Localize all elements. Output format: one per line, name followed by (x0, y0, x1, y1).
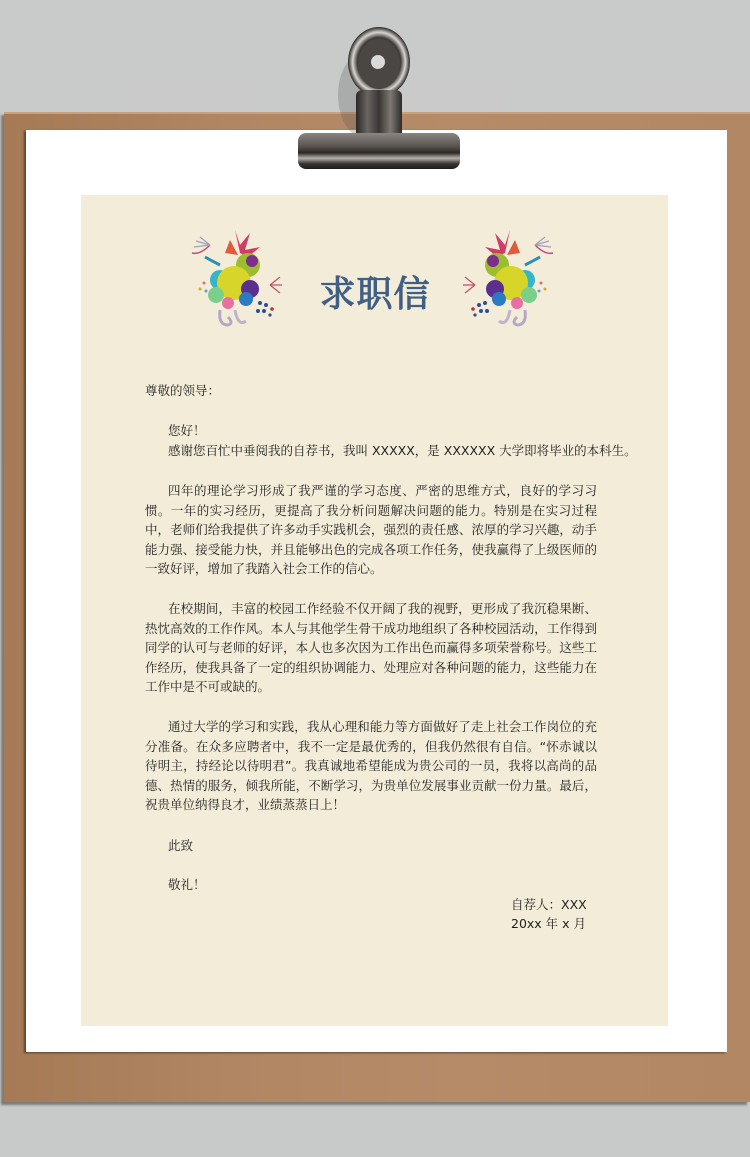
closing-line-1: 此致 (168, 838, 194, 853)
bulldog-clip-icon (290, 20, 470, 180)
body-paragraph-1: 四年的理论学习形成了我严谨的学习态度、严密的思维方式，良好的学习习惯。一年的实习经历，更提高了我分析问题解决问题的能力。特别是在实习过程中，老师们给我提供了许多动手实践机会，强烈的责任感、浓厚的学习兴趣，动手能力强、接受能力快，并且能够出色的完成各项工作任务，使我赢得了上级医师的一致好评，增加了我踏入社会工作的信心。 (145, 483, 597, 576)
letter-date: 20xx 年 x 月 (511, 916, 587, 931)
body-paragraph-2: 在校期间，丰富的校园工作经验不仅开阔了我的视野，更形成了我沉稳果断、热忱高效的工作作风。本人与其他学生骨干成功地组织了各种校园活动，工作得到同学的认可与老师的好评，本人也多次因为工作出色而赢得多项荣誉称号。这些工作经历，使我具备了一定的组织协调能力、处理应对各种问题的能力，这些能力在工作中是不可或缺的。 (145, 601, 597, 694)
signature: 自荐人：XXX (511, 897, 587, 912)
body-paragraph-3: 通过大学的学习和实践，我从心理和能力等方面做好了走上社会工作岗位的充分准备。在众多应聘者中，我不一定是最优秀的，但我仍然很有自信。“怀赤诚以待明主，持经论以待明君”。我真诚地希望能成为贵公司的一员，我将以高尚的品德、热情的服务，倾我所能，不断学习，为贵单位发展事业贡献一份力量。最后，祝贵单位纳得良才，业绩蒸蒸日上！ (145, 719, 597, 812)
greeting: 您好！ (168, 423, 206, 438)
salutation: 尊敬的领导： (145, 383, 221, 398)
intro-line: 感谢您百忙中垂阅我的自荐书，我叫 XXXXX，是 XXXXXX 大学即将毕业的本科生。 (168, 443, 637, 458)
page-title: 求职信 (319, 274, 431, 315)
closing-line-2: 敬礼！ (168, 877, 206, 892)
